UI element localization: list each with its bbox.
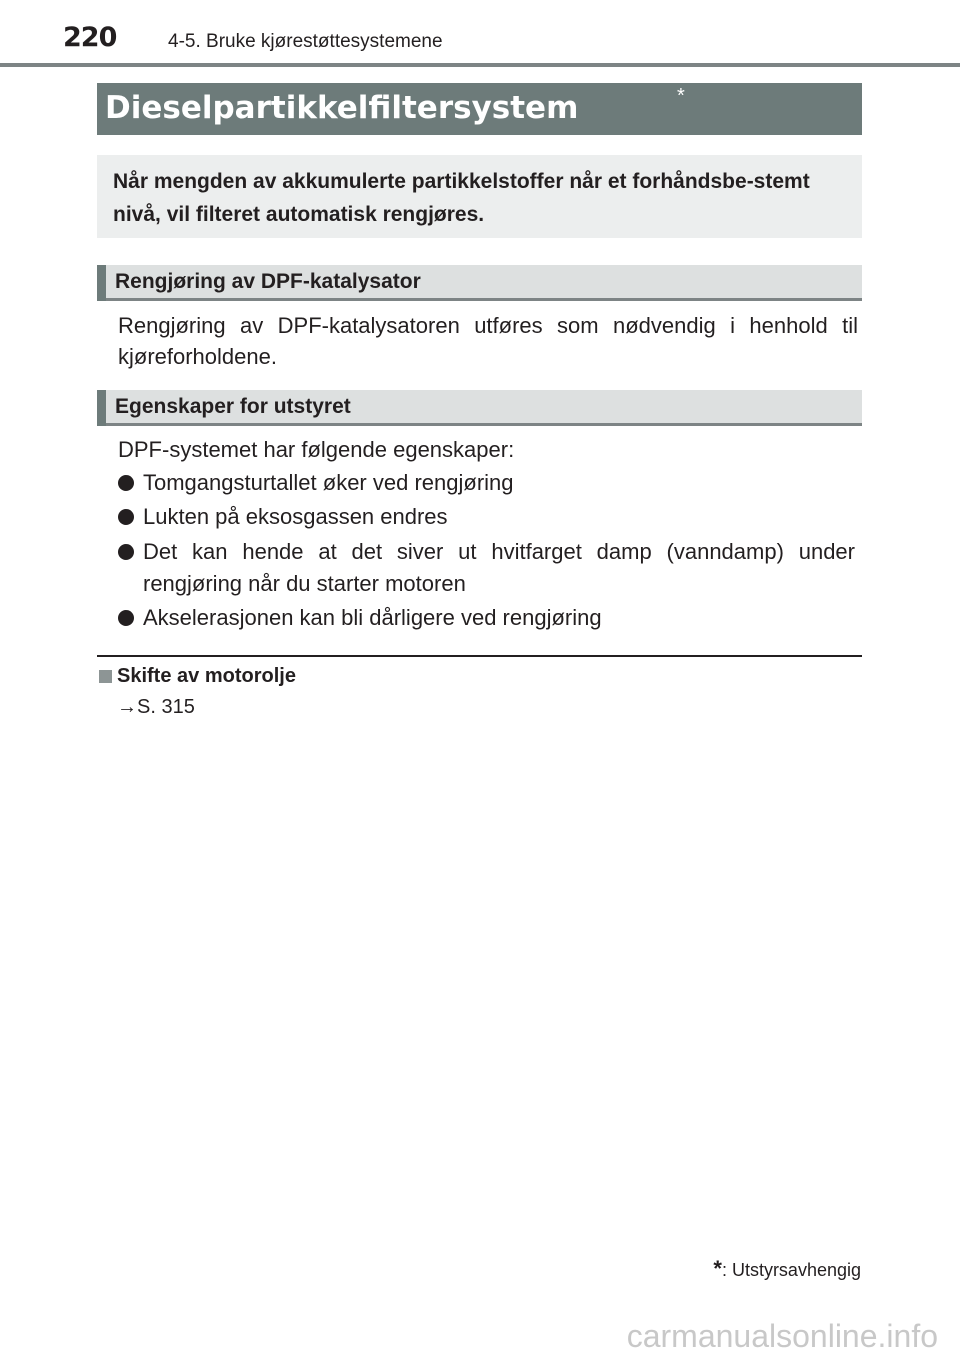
list-item-text: Det kan hende at det siver ut hvitfarget damp (vanndamp) under rengjøring når du starter motoren [143,539,855,596]
subsection-title: Skifte av motorolje [117,665,296,687]
section-heading-dpf-cleaning [97,265,862,301]
footnote [713,1256,861,1282]
asterisk-icon: * [713,1256,722,1281]
bullet-icon [118,509,134,525]
list-item-text: Lukten på eksosgassen endres [143,504,448,529]
header-rule [0,63,960,67]
bullet-icon [118,610,134,626]
list-item-text: Tomgangsturtallet øker ved rengjøring [143,470,514,495]
heading-accent-bar [97,390,106,426]
intro-box [97,155,862,238]
equipment-dependent-marker: * [677,85,685,107]
chapter-title: 4-5. Bruke kjørestøttesystemene [168,31,443,52]
bullet-icon [118,475,134,491]
watermark: carmanualsonline.info [626,1318,938,1354]
list-item-text: Akselerasjonen kan bli dårligere ved rengjøring [143,605,602,630]
page-reference-link[interactable]: →S. 315 [117,696,195,718]
section-heading-label: Rengjøring av DPF-katalysator [115,270,421,293]
section-title-bar [97,83,862,135]
bullet-icon [118,544,134,560]
page-header [0,0,960,68]
section-body-text: DPF-systemet har følgende egenskaper: [118,437,515,462]
section-heading-features [97,390,862,426]
page-title: Dieselpartikkelfiltersystem [105,90,579,126]
square-bullet-icon [99,670,112,683]
section-body-text: Rengjøring av DPF-katalysatoren utføres som nødvendig i henhold til kjøreforholdene. [118,313,858,369]
section-heading-label: Egenskaper for utstyret [115,395,351,418]
intro-text: Når mengden av akkumulerte partikkelstoffer når et forhåndsbe-stemt nivå, vil filteret automatisk rengjøres. [113,170,810,226]
page-number: 220 [63,22,117,53]
divider [97,655,862,657]
footnote-text: : Utstyrsavhengig [721,1260,861,1280]
heading-accent-bar [97,265,106,301]
